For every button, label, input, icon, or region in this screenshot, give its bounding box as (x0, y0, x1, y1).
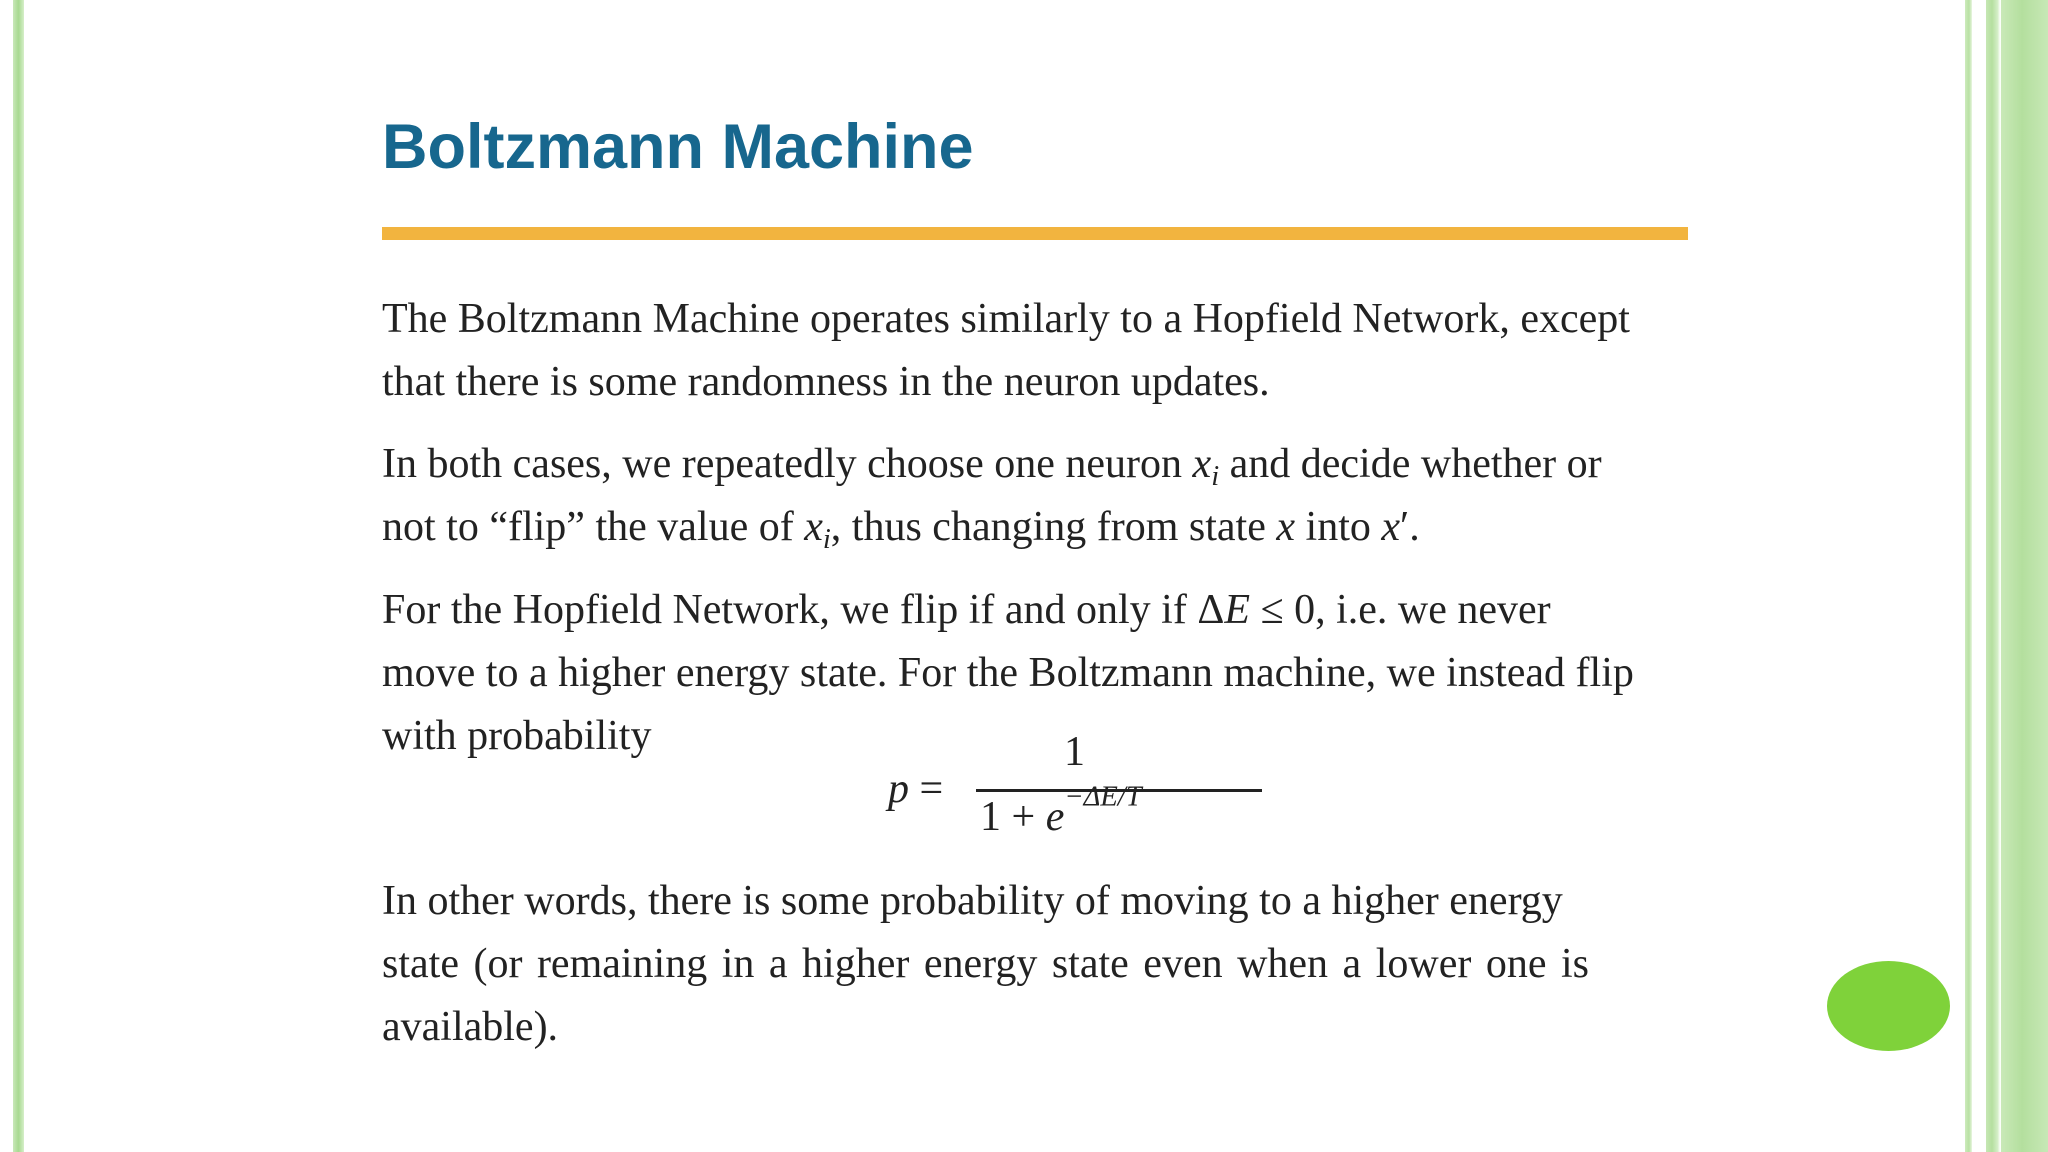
formula-exponent: −ΔE/T (1064, 781, 1142, 813)
formula-denominator: $1 + e^{-\Delta E/T}$ (980, 781, 1142, 840)
paragraph-summary (382, 870, 1702, 1059)
paragraph-intro (382, 288, 1702, 414)
paragraph-summary-line-2: state (or remaining in a higher energy state even when a lower one is (382, 941, 1589, 987)
var-x: x (1276, 504, 1296, 550)
title-underline (382, 227, 1688, 240)
paragraph-summary-line-3: available). (382, 1004, 559, 1050)
var-x-prime: x′ (1381, 504, 1410, 550)
paragraph-intro-line-2: that there is some randomness in the neuron updates. (382, 359, 1270, 405)
paragraph-intro-line-1: The Boltzmann Machine operates similarly to a Hopfield Network, except (382, 296, 1630, 342)
green-circle-decoration (1827, 961, 1950, 1051)
paragraph-hopfield-line-2: move to a higher energy state. For the Boltzmann machine, we instead flip (382, 650, 1634, 696)
paragraph-hopfield-line-3: with probability (382, 713, 652, 759)
paragraph-flip (382, 433, 1702, 559)
var-x-i-2: $x_i$ (804, 504, 831, 555)
paragraph-hopfield-line-1: For the Hopfield Network, we flip if and only if ΔE ≤ 0, i.e. we never (382, 587, 1551, 633)
paragraph-summary-line-1: In other words, there is some probability of moving to a higher energy (382, 878, 1563, 924)
probability-formula (888, 731, 1288, 846)
formula-lhs: p = (888, 766, 944, 812)
left-decorative-border (13, 0, 24, 1152)
var-x-i: $x_i$ (1192, 441, 1220, 492)
paragraph-flip-line-1: In both cases, we repeatedly choose one neuron $x_i$ and decide whether or (382, 441, 1602, 492)
formula-numerator: 1 (1064, 729, 1085, 775)
paragraph-flip-line-2: not to “flip” the value of $x_i$, thus changing from state x into x′. (382, 504, 1420, 555)
slide-title: Boltzmann Machine (382, 112, 974, 182)
right-decorative-border (1960, 0, 2048, 1152)
